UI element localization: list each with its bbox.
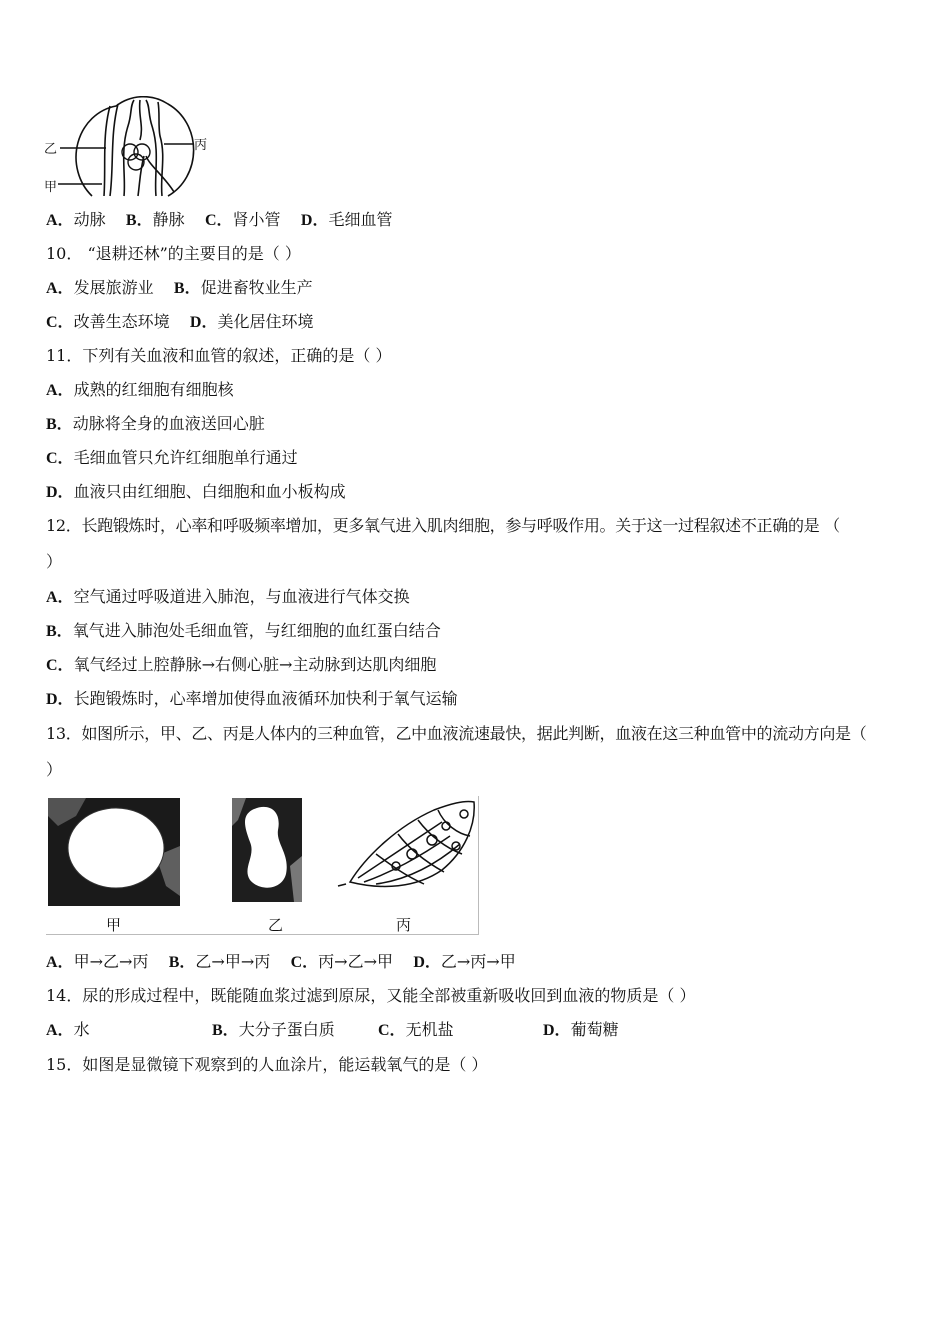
q13-option-a[interactable]: A．甲→乙→丙	[46, 952, 149, 971]
q14-option-d[interactable]: D．葡萄糖	[543, 1020, 619, 1039]
q13-option-b[interactable]: B．乙→甲→丙	[168, 952, 271, 971]
q13-figure	[46, 796, 479, 935]
q10-options-row1	[46, 278, 313, 299]
q9-option-c[interactable]: C．肾小管	[204, 210, 281, 229]
q9-vessel-diagram	[44, 96, 214, 200]
q13-stem: 13．如图所示，甲、乙、丙是人体内的三种血管，乙中血液流速最快，据此判断，血液在这三种血管中的流动方向是（	[46, 724, 867, 743]
vessel-bing-image	[338, 801, 474, 886]
q9-label-yi: 乙	[44, 142, 58, 157]
q14-option-a[interactable]: A．水	[46, 1020, 90, 1039]
vessel-yi-image	[232, 798, 302, 902]
q10-option-b[interactable]: B．促进畜牧业生产	[173, 278, 313, 297]
q13-stem-end: ）	[46, 760, 63, 779]
q9-option-a[interactable]: A．动脉	[46, 210, 106, 229]
q9-label-bing: 丙	[194, 138, 208, 153]
q15-stem: 15．如图是显微镜下观察到的人血涂片，能运载氧气的是（ ）	[46, 1055, 488, 1074]
q14-option-b[interactable]: B．大分子蛋白质	[212, 1020, 335, 1039]
q13-option-c[interactable]: C．丙→乙→甲	[290, 952, 393, 971]
q10-option-d[interactable]: D．美化居住环境	[189, 312, 314, 331]
q10-option-a[interactable]: A．发展旅游业	[46, 278, 154, 297]
q10-option-c[interactable]: C．改善生态环境	[46, 312, 170, 331]
q11-option-d[interactable]: D．血液只由红细胞、白细胞和血小板构成	[46, 482, 346, 501]
q13-caption-bing: 丙	[396, 916, 412, 934]
q9-label-jia: 甲	[44, 180, 58, 195]
q14-option-c[interactable]: C．无机盐	[378, 1020, 454, 1039]
q14-stem: 14．尿的形成过程中，既能随血浆过滤到原尿，又能全部被重新吸收回到血液的物质是（ ）	[46, 986, 696, 1005]
q13-caption-jia: 甲	[106, 916, 122, 934]
q12-option-d[interactable]: D．长跑锻炼时，心率增加使得血液循环加快利于氧气运输	[46, 689, 458, 708]
q11-stem: 11．下列有关血液和血管的叙述，正确的是（ ）	[46, 346, 392, 365]
q11-option-c[interactable]: C．毛细血管只允许红细胞单行通过	[46, 448, 298, 467]
q12-option-a[interactable]: A．空气通过呼吸道进入肺泡，与血液进行气体交换	[46, 587, 410, 606]
q13-caption-yi: 乙	[268, 916, 284, 934]
q10-stem: 10． “退耕还林”的主要目的是（ ）	[46, 244, 301, 263]
q12-option-c[interactable]: C．氧气经过上腔静脉→右侧心脏→主动脉到达肌肉细胞	[46, 655, 437, 674]
q12-option-b[interactable]: B．氧气进入肺泡处毛细血管，与红细胞的血红蛋白结合	[46, 621, 441, 640]
q11-option-a[interactable]: A．成熟的红细胞有细胞核	[46, 380, 234, 399]
q13-option-d[interactable]: D．乙→丙→甲	[413, 952, 516, 971]
q9-option-d[interactable]: D．毛细血管	[300, 210, 393, 229]
q9-option-b[interactable]: B．静脉	[125, 210, 185, 229]
vessel-jia-image	[48, 798, 180, 906]
q11-option-b[interactable]: B．动脉将全身的血液送回心脏	[46, 414, 265, 433]
q9-options	[46, 210, 392, 231]
q12-stem-end: ）	[46, 552, 63, 571]
q13-options	[46, 952, 516, 973]
q12-stem: 12．长跑锻炼时，心率和呼吸频率增加，更多氧气进入肌肉细胞，参与呼吸作用。关于这一过程叙述不正确的是 （	[46, 516, 840, 535]
q9-figure	[44, 96, 214, 200]
q10-options-row2	[46, 312, 314, 333]
